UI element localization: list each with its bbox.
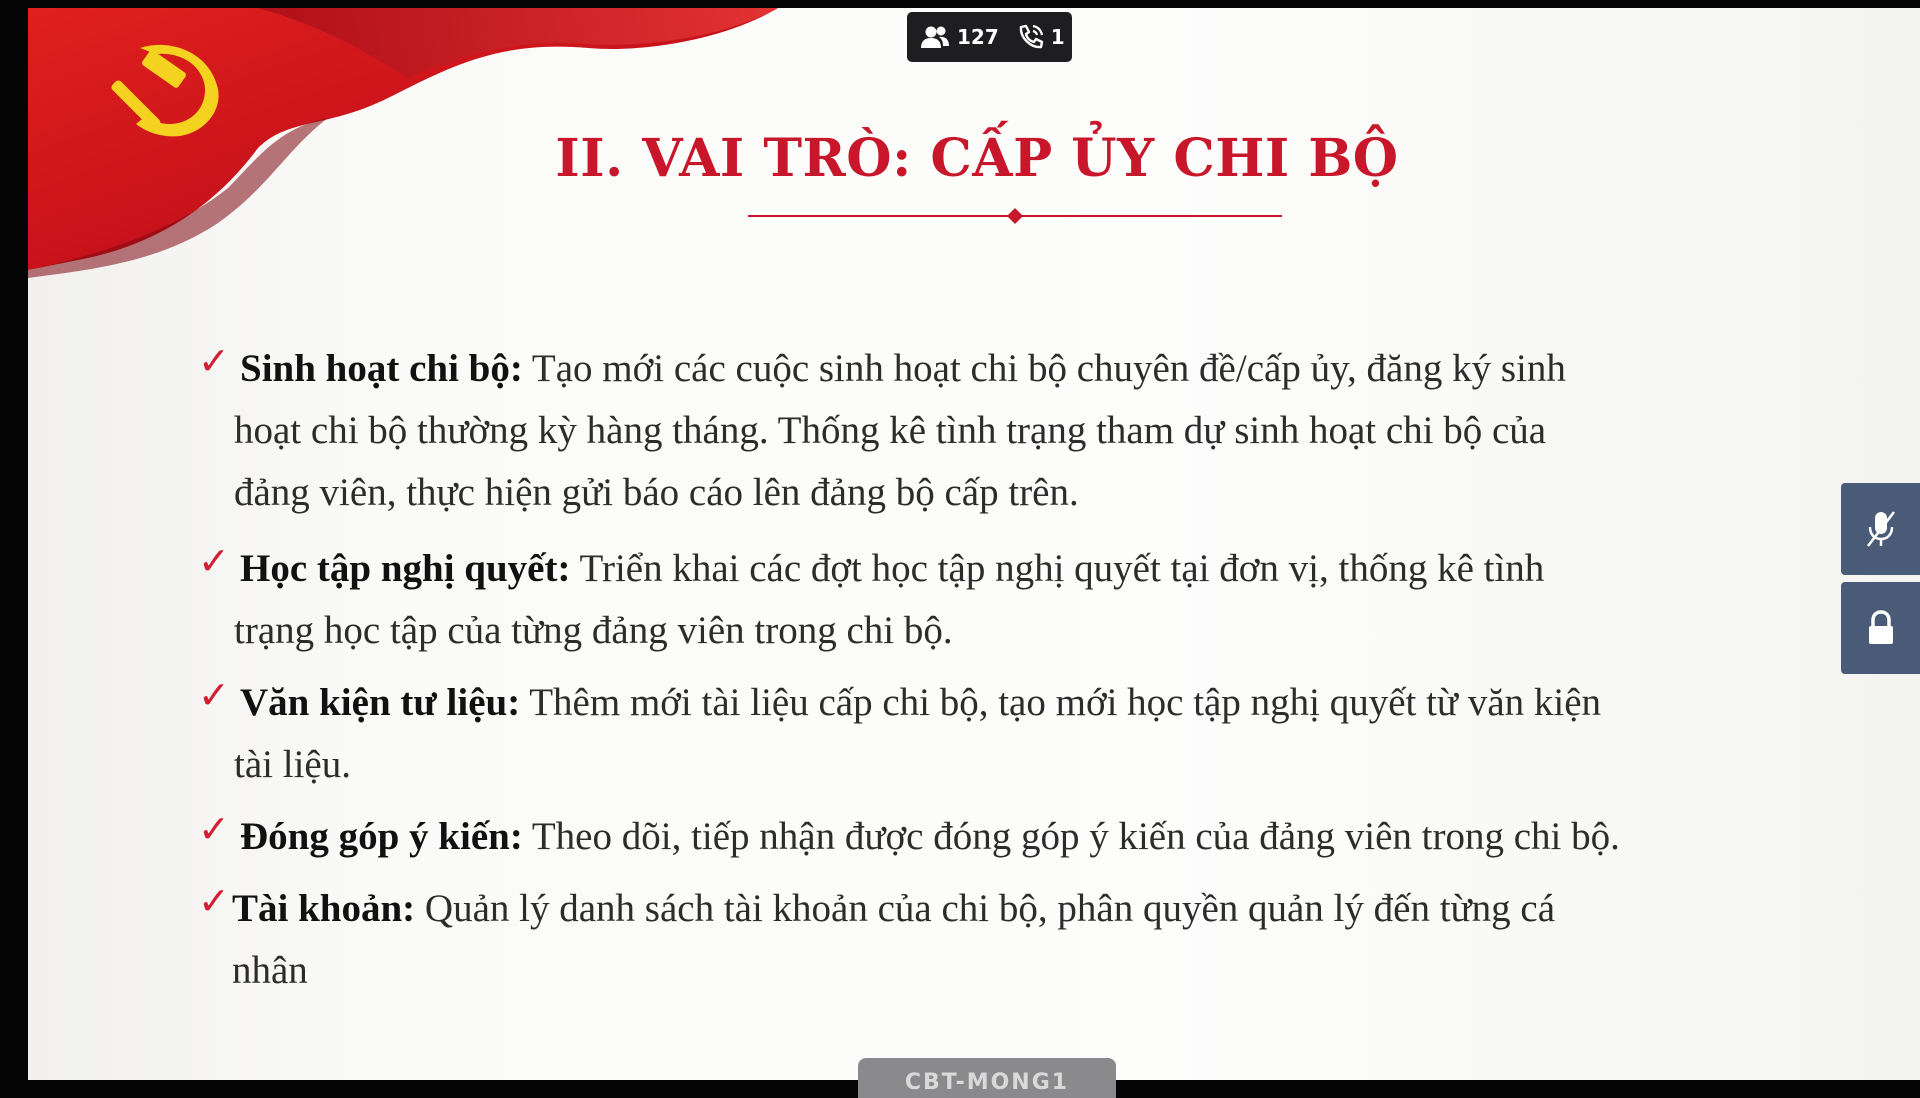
bullet-item xyxy=(198,878,1818,1012)
checkmark-icon: ✓ xyxy=(198,807,230,851)
bullet-text: hoạt chi bộ thường kỳ hàng tháng. Thống kê tình trạng tham dự sinh hoạt chi bộ của xyxy=(234,409,1547,452)
bullet-heading: Sinh hoạt chi bộ: xyxy=(240,347,523,390)
presenter-name-tab[interactable]: CBT-MONG1 xyxy=(858,1058,1116,1098)
participants-count: 127 xyxy=(957,25,999,49)
bullet-text: nhân xyxy=(232,949,308,992)
lock-button[interactable] xyxy=(1841,582,1920,674)
bullet-heading: Đóng góp ý kiến: xyxy=(240,815,523,858)
bullet-item xyxy=(198,338,1818,538)
bullet-item xyxy=(198,672,1818,806)
bullet-item xyxy=(198,538,1818,672)
bullet-text: Triển khai các đợt học tập nghị quyết tại đơn vị, thống kê tình xyxy=(579,547,1545,590)
bullet-text: Thêm mới tài liệu cấp chi bộ, tạo mới học tập nghị quyết từ văn kiện xyxy=(529,681,1602,724)
bullet-item xyxy=(198,806,1818,878)
mic-off-icon xyxy=(1864,509,1898,549)
checkmark-icon: ✓ xyxy=(198,879,230,923)
bullet-heading: Tài khoản: xyxy=(232,887,416,930)
bullet-text: trạng học tập của từng đảng viên trong chi bộ. xyxy=(234,609,953,652)
participants-status-pill[interactable] xyxy=(907,12,1072,62)
users-icon xyxy=(919,25,951,49)
calls-count: 1 xyxy=(1050,25,1065,49)
bullet-text: đảng viên, thực hiện gửi báo cáo lên đảng bộ cấp trên. xyxy=(234,471,1079,514)
lock-icon xyxy=(1865,609,1897,647)
checkmark-icon: ✓ xyxy=(198,539,230,583)
bullet-text: Theo dõi, tiếp nhận được đóng góp ý kiến của đảng viên trong chi bộ. xyxy=(531,815,1620,858)
checkmark-icon: ✓ xyxy=(198,673,230,717)
bullet-text: tài liệu. xyxy=(234,743,351,786)
bullet-heading: Văn kiện tư liệu: xyxy=(240,681,521,724)
presentation-slide xyxy=(28,8,1920,1080)
bullet-text: Quản lý danh sách tài khoản của chi bộ, phân quyền quản lý đến từng cá xyxy=(424,887,1556,930)
slide-title: II. VAI TRÒ: CẤP ỦY CHI BỘ xyxy=(555,128,1399,189)
mic-toggle-button[interactable] xyxy=(1841,483,1920,575)
checkmark-icon: ✓ xyxy=(198,339,230,383)
bullet-text: Tạo mới các cuộc sinh hoạt chi bộ chuyên đề/cấp ủy, đăng ký sinh xyxy=(531,347,1566,390)
title-divider xyxy=(748,204,1282,228)
phone-call-icon xyxy=(1017,24,1045,50)
bullet-heading: Học tập nghị quyết: xyxy=(240,547,571,590)
bullet-list xyxy=(198,338,1818,1012)
